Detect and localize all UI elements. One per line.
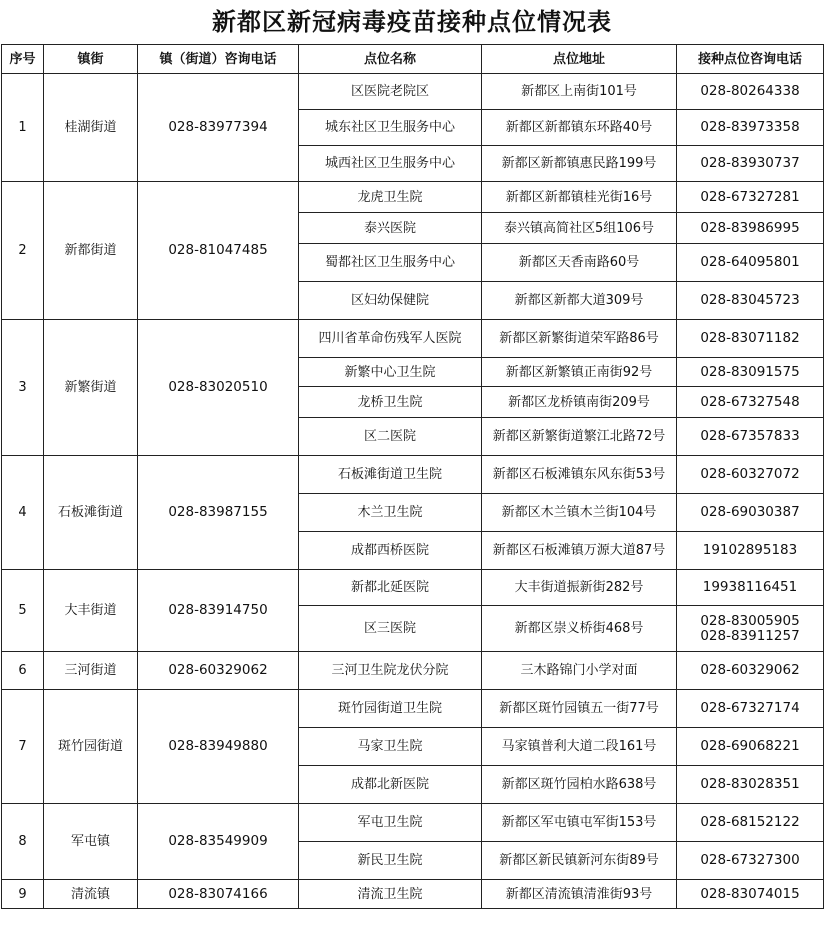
table-row — [2, 652, 824, 690]
table-row — [2, 570, 824, 606]
site-address: 新都区军屯镇屯军街153号 — [482, 804, 677, 842]
town-name: 清流镇 — [44, 880, 138, 909]
site-phone — [677, 358, 824, 387]
site-name: 清流卫生院 — [299, 880, 482, 909]
site-phone — [677, 494, 824, 532]
site-address: 新都区新都大道309号 — [482, 282, 677, 320]
town-phone: 028-83987155 — [138, 456, 299, 570]
header-site-address: 点位地址 — [482, 45, 677, 74]
site-name: 木兰卫生院 — [299, 494, 482, 532]
site-address: 新都区石板滩镇万源大道87号 — [482, 532, 677, 570]
page-title: 新都区新冠病毒疫苗接种点位情况表 — [212, 7, 612, 36]
site-phone-number: 028-64095801 — [700, 254, 800, 270]
site-phone-number: 028-60327072 — [700, 466, 800, 482]
site-phone-number: 19938116451 — [702, 579, 798, 595]
site-phone-number: 028-67327548 — [700, 393, 800, 410]
site-name: 成都北新医院 — [299, 766, 482, 804]
site-address: 新都区上南街101号 — [482, 74, 677, 110]
site-phone — [677, 652, 824, 690]
town-phone: 028-83914750 — [138, 570, 299, 652]
site-phone-number: 19102895183 — [702, 542, 798, 558]
town-name: 大丰街道 — [44, 570, 138, 652]
vaccination-sites-table — [1, 44, 824, 909]
row-number: 1 — [2, 74, 44, 182]
site-phone — [677, 766, 824, 804]
site-name: 泰兴医院 — [299, 213, 482, 244]
site-phone-number: 028-69068221 — [700, 738, 800, 754]
row-number: 8 — [2, 804, 44, 880]
header-town: 镇街 — [44, 45, 138, 74]
site-phone — [677, 570, 824, 606]
site-address: 新都区石板滩镇东风东街53号 — [482, 456, 677, 494]
site-name: 军屯卫生院 — [299, 804, 482, 842]
row-number: 4 — [2, 456, 44, 570]
site-address: 新都区清流镇清淮街93号 — [482, 880, 677, 909]
site-phone — [677, 418, 824, 456]
site-name: 斑竹园街道卫生院 — [299, 690, 482, 728]
site-name: 龙桥卫生院 — [299, 387, 482, 418]
site-address: 马家镇普利大道二段161号 — [482, 728, 677, 766]
row-number: 7 — [2, 690, 44, 804]
row-number: 3 — [2, 320, 44, 456]
site-phone — [677, 387, 824, 418]
header-town-phone: 镇（街道）咨询电话 — [138, 45, 299, 74]
site-phone-number: 028-83028351 — [700, 776, 800, 792]
site-phone-number: 028-68152122 — [700, 814, 800, 830]
site-phone — [677, 804, 824, 842]
site-phone-number: 028-67327174 — [700, 700, 800, 716]
site-name: 区妇幼保健院 — [299, 282, 482, 320]
site-address: 新都区新繁镇正南街92号 — [482, 358, 677, 387]
town-name: 军屯镇 — [44, 804, 138, 880]
town-phone: 028-83549909 — [138, 804, 299, 880]
town-phone: 028-83949880 — [138, 690, 299, 804]
site-phone-number: 028-83074015 — [700, 885, 800, 902]
site-address: 新都区新都镇惠民路199号 — [482, 146, 677, 182]
site-phone-number: 028-83005905 — [700, 612, 800, 629]
town-phone: 028-60329062 — [138, 652, 299, 690]
header-site-phone: 接种点位咨询电话 — [677, 45, 824, 74]
site-name: 新繁中心卫生院 — [299, 358, 482, 387]
town-phone: 028-83020510 — [138, 320, 299, 456]
site-phone-number: 028-60329062 — [700, 662, 800, 678]
header-no: 序号 — [2, 45, 44, 74]
town-phone: 028-83977394 — [138, 74, 299, 182]
site-address: 新都区斑竹园柏水路638号 — [482, 766, 677, 804]
table-row — [2, 182, 824, 213]
town-name: 桂湖街道 — [44, 74, 138, 182]
site-name: 城东社区卫生服务中心 — [299, 110, 482, 146]
site-phone — [677, 728, 824, 766]
site-name: 成都西桥医院 — [299, 532, 482, 570]
site-phone-number: 028-83973358 — [700, 119, 800, 135]
site-name: 四川省革命伤残军人医院 — [299, 320, 482, 358]
site-phone-number: 028-83930737 — [700, 155, 800, 171]
site-name: 区三医院 — [299, 606, 482, 652]
table-row — [2, 320, 824, 358]
site-name: 蜀都社区卫生服务中心 — [299, 244, 482, 282]
row-number: 2 — [2, 182, 44, 320]
site-phone-number-2: 028-83911257 — [700, 627, 800, 644]
site-address: 泰兴镇高简社区5组106号 — [482, 213, 677, 244]
table-row — [2, 880, 824, 909]
site-address: 新都区新民镇新河东街89号 — [482, 842, 677, 880]
site-name: 三河卫生院龙伏分院 — [299, 652, 482, 690]
site-phone — [677, 110, 824, 146]
site-address: 新都区新都镇东环路40号 — [482, 110, 677, 146]
row-number: 5 — [2, 570, 44, 652]
site-name: 新都北延医院 — [299, 570, 482, 606]
site-address: 新都区新繁街道繁江北路72号 — [482, 418, 677, 456]
site-name: 石板滩街道卫生院 — [299, 456, 482, 494]
table-row — [2, 690, 824, 728]
site-phone-number: 028-67327300 — [700, 852, 800, 868]
town-name: 新都街道 — [44, 182, 138, 320]
site-phone-number: 028-67357833 — [700, 428, 800, 444]
site-phone-number: 028-69030387 — [700, 504, 800, 520]
site-address: 新都区木兰镇木兰街104号 — [482, 494, 677, 532]
town-phone: 028-83074166 — [138, 880, 299, 909]
site-name: 新民卫生院 — [299, 842, 482, 880]
site-phone — [677, 182, 824, 213]
site-address: 大丰街道振新街282号 — [482, 570, 677, 606]
site-address: 新都区龙桥镇南街209号 — [482, 387, 677, 418]
table-row — [2, 74, 824, 110]
site-phone-number: 028-83091575 — [700, 363, 800, 380]
site-phone — [677, 213, 824, 244]
site-phone — [677, 74, 824, 110]
town-name: 三河街道 — [44, 652, 138, 690]
site-phone — [677, 282, 824, 320]
site-address: 新都区新繁街道荣军路86号 — [482, 320, 677, 358]
site-phone — [677, 320, 824, 358]
site-name: 区医院老院区 — [299, 74, 482, 110]
table-header-row — [2, 45, 824, 74]
site-phone — [677, 880, 824, 909]
site-phone — [677, 606, 824, 652]
table-row — [2, 804, 824, 842]
site-name: 龙虎卫生院 — [299, 182, 482, 213]
site-address: 新都区天香南路60号 — [482, 244, 677, 282]
site-address: 三木路锦门小学对面 — [482, 652, 677, 690]
site-name: 区二医院 — [299, 418, 482, 456]
site-phone — [677, 244, 824, 282]
site-phone — [677, 146, 824, 182]
town-name: 新繁街道 — [44, 320, 138, 456]
site-phone — [677, 690, 824, 728]
town-phone: 028-81047485 — [138, 182, 299, 320]
table-row — [2, 456, 824, 494]
town-name: 石板滩街道 — [44, 456, 138, 570]
site-phone — [677, 842, 824, 880]
site-phone-number: 028-83045723 — [700, 292, 800, 308]
header-site-name: 点位名称 — [299, 45, 482, 74]
row-number: 9 — [2, 880, 44, 909]
site-address: 新都区新都镇桂光街16号 — [482, 182, 677, 213]
site-phone-number: 028-67327281 — [700, 188, 800, 205]
site-phone — [677, 532, 824, 570]
site-name: 城西社区卫生服务中心 — [299, 146, 482, 182]
row-number: 6 — [2, 652, 44, 690]
site-address: 新都区斑竹园镇五一街77号 — [482, 690, 677, 728]
site-phone-number: 028-83986995 — [700, 219, 800, 236]
site-phone-number: 028-80264338 — [700, 83, 800, 99]
town-name: 斑竹园街道 — [44, 690, 138, 804]
site-phone — [677, 456, 824, 494]
site-phone-number: 028-83071182 — [700, 330, 800, 346]
site-address: 新都区崇义桥街468号 — [482, 606, 677, 652]
site-name: 马家卫生院 — [299, 728, 482, 766]
